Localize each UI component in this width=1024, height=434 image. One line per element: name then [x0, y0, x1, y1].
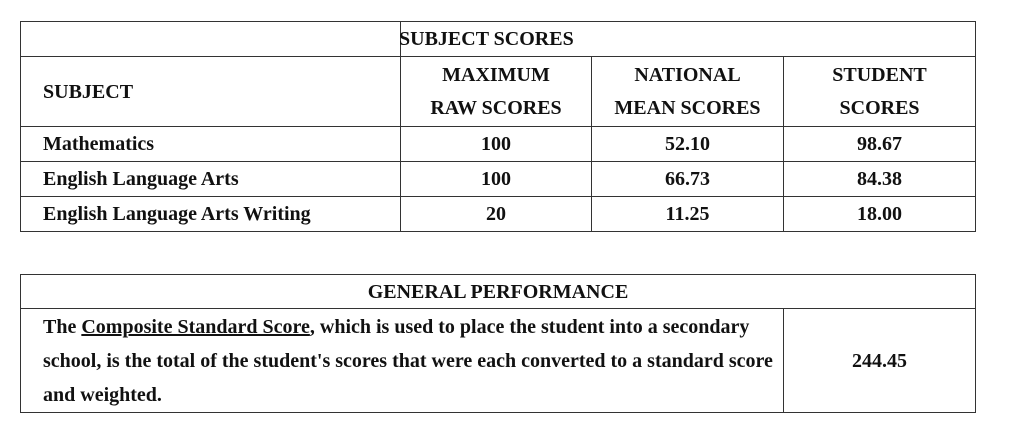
header-national-line2: MEAN SCORES: [614, 97, 761, 119]
subject-scores-title-text: SUBJECT SCORES: [399, 28, 574, 50]
header-national-mean-scores: [592, 57, 784, 127]
row-max-raw: 100: [401, 127, 592, 162]
row-national-mean: 11.25: [592, 197, 784, 232]
general-performance-title: GENERAL PERFORMANCE: [21, 275, 976, 309]
description-text-end: , which is used to place the student into a secondary school, is the total of the student's scores that were each converted to a standard score and weighted.: [43, 315, 773, 406]
row-national-mean: 66.73: [592, 162, 784, 197]
row-subject: English Language Arts Writing: [21, 197, 401, 232]
row-subject: English Language Arts: [21, 162, 401, 197]
header-subject: SUBJECT: [21, 57, 401, 127]
description-text-start: The: [43, 315, 82, 338]
row-subject: Mathematics: [21, 127, 401, 162]
header-student-line2: SCORES: [839, 97, 920, 119]
subject-scores-title: [401, 22, 976, 57]
general-performance-description: [21, 309, 784, 413]
table-row: [21, 197, 976, 232]
row-max-raw: 20: [401, 197, 592, 232]
header-student-scores: [784, 57, 976, 127]
table-row: [21, 127, 976, 162]
row-max-raw: 100: [401, 162, 592, 197]
general-performance-table: [20, 274, 976, 413]
row-national-mean: 52.10: [592, 127, 784, 162]
row-student-score: 98.67: [784, 127, 976, 162]
subject-scores-table: [20, 21, 976, 232]
row-student-score: 84.38: [784, 162, 976, 197]
header-student-line1: STUDENT: [832, 64, 927, 86]
header-max-raw-line1: MAXIMUM: [442, 64, 550, 86]
table-corner-blank: [21, 22, 401, 57]
row-student-score: 18.00: [784, 197, 976, 232]
composite-score-value: 244.45: [784, 309, 976, 413]
header-national-line1: NATIONAL: [634, 64, 741, 86]
header-max-raw-line2: RAW SCORES: [430, 97, 562, 119]
table-row: [21, 162, 976, 197]
composite-standard-score-link[interactable]: Composite Standard Score: [81, 315, 310, 338]
header-max-raw-scores: [401, 57, 592, 127]
